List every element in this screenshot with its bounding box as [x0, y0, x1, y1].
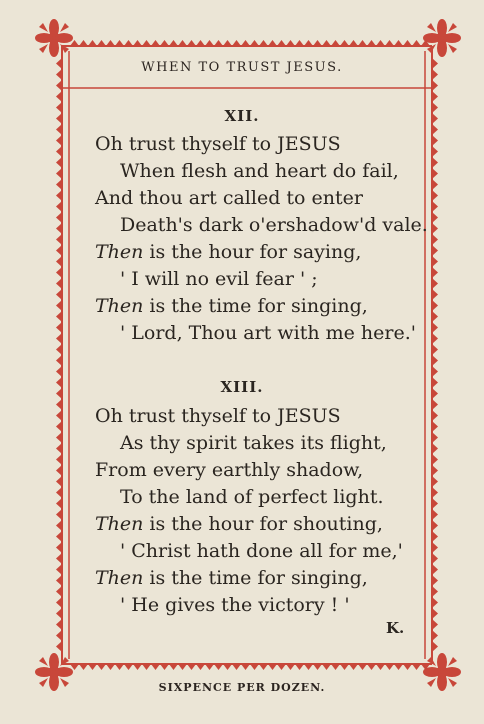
verse-text: When flesh and heart do fail,: [120, 160, 399, 182]
verse-text: As thy spirit takes its flight,: [120, 432, 387, 454]
verse-line: [95, 512, 383, 536]
emphasis-word: Then: [95, 295, 144, 317]
verse-text: ' Christ hath done all for me,': [120, 540, 403, 562]
verse-line: [95, 240, 361, 264]
verse-text: ' Lord, Thou art with me here.': [120, 322, 416, 344]
verse-text: Oh trust thyself to JESUS: [95, 405, 341, 427]
verse-line: [95, 186, 363, 210]
verse-line: [95, 566, 368, 590]
verse-text: is the hour for saying,: [143, 241, 362, 263]
verse-text: is the time for singing,: [143, 567, 368, 589]
stanza-number: XIII.: [220, 378, 264, 396]
verse-line: [120, 485, 384, 509]
verse-text: ' I will no evil fear ' ;: [120, 268, 318, 290]
verse-line: [120, 213, 428, 237]
page-title: WHEN TO TRUST JESUS.: [141, 60, 343, 75]
verse-line: [95, 404, 341, 428]
verse-text: From every earthly shadow,: [95, 459, 364, 481]
verse-line: [95, 294, 368, 318]
verse-text: Death's dark o'ershadow'd vale.: [120, 214, 428, 236]
verse-text: ' He gives the victory ! ': [120, 594, 350, 616]
emphasis-word: Then: [95, 567, 144, 589]
emphasis-word: Then: [95, 241, 144, 263]
verse-line: [120, 321, 416, 345]
verse-line: [120, 539, 403, 563]
verse-line: [95, 458, 363, 482]
verse-line: [120, 267, 318, 291]
stanza-number: XII.: [224, 107, 260, 125]
verse-text: And thou art called to enter: [95, 187, 363, 209]
emphasis-word: Then: [95, 513, 144, 535]
verse-line: [120, 593, 350, 617]
verse-line: [120, 431, 387, 455]
signature: K.: [386, 619, 405, 637]
verse-text: is the hour for shouting,: [143, 513, 383, 535]
verse-text: To the land of perfect light.: [120, 486, 384, 508]
verse-line: [120, 159, 399, 183]
verse-line: [95, 132, 341, 156]
verse-text: is the time for singing,: [143, 295, 368, 317]
verse-text: Oh trust thyself to JESUS: [95, 133, 341, 155]
footer-note: SIXPENCE PER DOZEN.: [158, 681, 326, 694]
